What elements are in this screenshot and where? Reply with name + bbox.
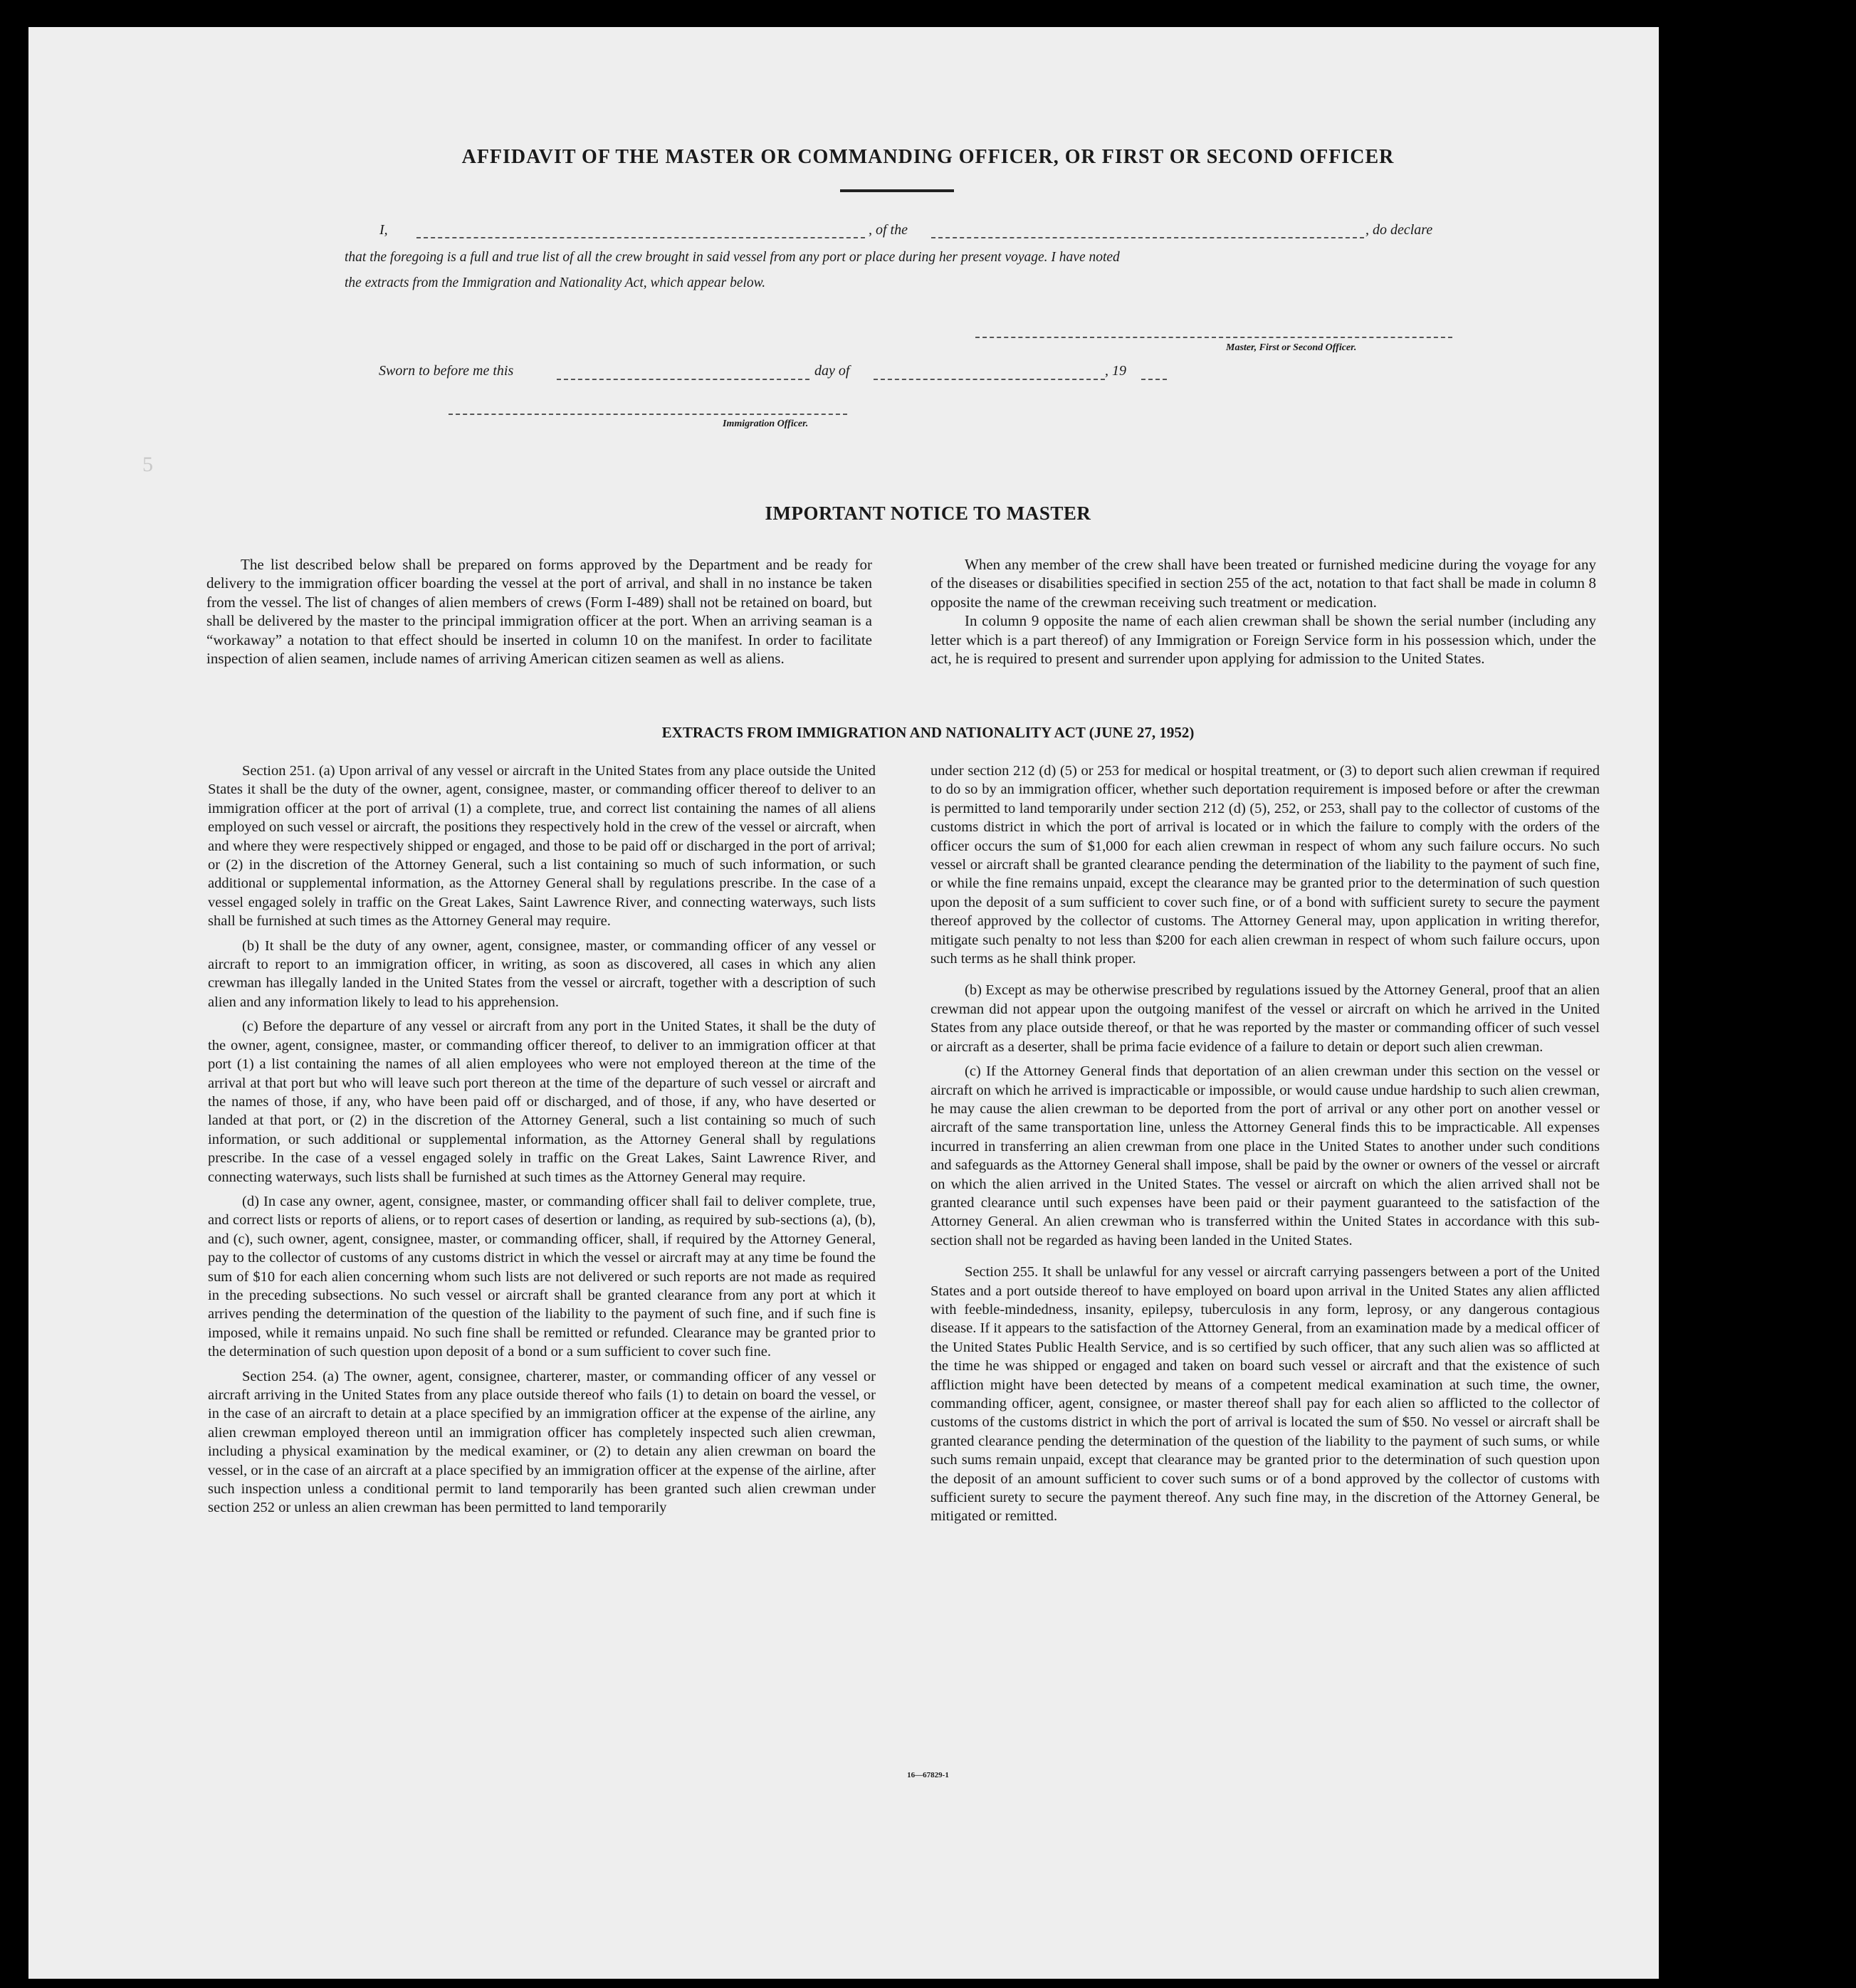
- title-rule: [840, 189, 954, 192]
- affidavit-of-the: , of the: [869, 222, 908, 238]
- affidavit-i: I,: [379, 222, 388, 238]
- section-254a-cont: under section 212 (d) (5) or 253 for medical or hospital treatment, or (3) to deport such alien crewman if required to do so by an immigration officer, whether such deportation requirement is imposed before or after the crewman is permitted to land temporarily under section 212 (d) (5), 252, or 253, shall pay to the collector of customs of the customs district in which the port of arrival is located or in which the failure to comply with the orders of the officer occurs the sum of $1,000 for each alien crewman in respect of whom any such failure occurs. No such vessel or aircraft shall be granted clearance pending the determination of the liability to the payment of such fine, or while the fine remains unpaid, except the clearance may be granted prior to the determination of such question upon the deposit of a sum sufficient to cover such fine, or of a bond with sufficient surety to secure the payment thereof approved by the collector of customs. The Attorney General may, upon application in writing therefor, mitigate such penalty to not less than $200 for each alien crewman in respect of whom such failure occurs, upon such terms as he shall think proper.: [930, 763, 1600, 967]
- punch-hole: [1696, 1815, 1727, 1846]
- punch-hole: [1696, 753, 1727, 784]
- section-254b: (b) Except as may be otherwise prescribed by regulations issued by the Attorney General, proof that an alien crewman did not appear upon the outgoing manifest of the vessel or aircraft on which he arrived in the United States from any place outside thereof, or that he was reported by the master or commanding officer of such vessel or aircraft as a deserter, shall be prima facie evidence of a failure to detain or deport such alien crewman.: [930, 982, 1600, 1055]
- year-text: , 19: [1105, 363, 1126, 379]
- section-251b: (b) It shall be the duty of any owner, agent, consignee, master, or commanding officer of any vessel or aircraft to report to an immigration officer, in writing, as soon as discovered, all cases in which any alien crewman has illegally landed in the United States from the vessel or aircraft, together with a description of such alien and any information likely to lead to his apprehension.: [208, 937, 876, 1010]
- day-of-text: day of: [814, 363, 850, 379]
- punch-hole: [1696, 1720, 1727, 1752]
- section-251a: Section 251. (a) Upon arrival of any vessel or aircraft in the United States from any place outside the United States it shall be the duty of the owner, agent, consignee, master, or commanding officer thereof to deliver to an immigration officer at the port of arrival (1) a complete, true, and correct list containing the names of all aliens employed on such vessel or aircraft, the positions they respectively hold in the crew of the vessel or aircraft, when and where they were respectively shipped or engaged, and those to be paid off or discharged in the port of arrival; or (2) in the discretion of the Attorney General, such a list containing so much of such information, or such additional or supplemental information, as the Attorney General shall by regulations prescribe. In the case of a vessel engaged solely in traffic on the Great Lakes, Saint Lawrence River, and connecting waterways, such lists shall be furnished at such times as the Attorney General may require.: [208, 763, 876, 930]
- sworn-text: Sworn to before me this: [379, 363, 514, 379]
- notice-right-paragraph: In column 9 opposite the name of each alien crewman shall be shown the serial number (including any letter which is a part thereof) of any Immigration or Foreign Service form in his possession which, under the act, he is required to present and surrender upon applying for admission to the United States.: [930, 612, 1596, 668]
- master-signature-label: Master, First or Second Officer.: [1226, 342, 1357, 353]
- section-254a: Section 254. (a) The owner, agent, consignee, charterer, master, or commanding officer of any vessel or aircraft arriving in the United States from any place outside thereof who fails (1) to detain on board the vessel, or in the case of an aircraft to detain at a place specified by an immigration officer at the expense of the airline, any alien crewman employed thereon until an immigration officer has completely inspected such alien crewman, including a physical examination by the medical examiner, or (2) to detain any alien crewman on board the vessel, or in the case of an aircraft at a place specified by an immigration officer at the expense of the airline, after such inspection unless a conditional permit to land temporarily has been granted such alien crewman under section 252 or unless an alien crewman has been permitted to land temporarily: [208, 1368, 876, 1516]
- officer-signature-line[interactable]: [449, 414, 847, 415]
- sworn-year-blank[interactable]: [1141, 379, 1167, 380]
- extracts-title: EXTRACTS FROM IMMIGRATION AND NATIONALITY ACT (JUNE 27, 1952): [661, 724, 1195, 741]
- torn-corner: [1634, 0, 1856, 228]
- notice-title: IMPORTANT NOTICE TO MASTER: [765, 503, 1091, 524]
- punch-hole: [1696, 1425, 1727, 1456]
- section-254c: (c) If the Attorney General finds that deportation of an alien crewman under this section on the vessel or aircraft on which he arrived is impracticable or impossible, or would cause undue hardship to such alien crewman, he may cause the alien crewman to be deported from the port of arrival or any other port on another vessel or aircraft of the same transportation line, unless the Attorney General finds this to be impracticable. All expenses incurred in transferring an alien crewman from one place in the United States to another under such conditions and safeguards as the Attorney General shall impose, shall be paid by the owner or owners of the vessel or aircraft on which the alien arrived in the United States. The vessel or aircraft on which the alien arrived shall not be granted clearance until such expenses have been paid or their payment guaranteed to the satisfaction of the Attorney General. An alien crewman who is transferred within the United States in accordance with this sub-section shall not be regarded as having been landed in the United States.: [930, 1063, 1600, 1248]
- section-251c: (c) Before the departure of any vessel or aircraft from any port in the United States, it shall be the duty of the owner, agent, consignee, master, or commanding officer thereof, to deliver to an immigration officer at that port (1) a list containing the names of all alien employees who were not employed thereon at the time of the arrival at that port but who will leave such port thereon at the time of the departure of such vessel or aircraft and the names of those, if any, who have been paid off or discharged, and of those, if any, who have deserted or landed at that port, or (2) in the discretion of the Attorney General, such a list containing so much of such information, or such additional or supplemental information, as the Attorney General shall by regulations prescribe. In the case of a vessel engaged solely in traffic on the Great Lakes, Saint Lawrence River, and connecting waterways, such lists shall be furnished at such times as the Attorney General may require.: [208, 1019, 876, 1185]
- punch-hole: [1696, 352, 1727, 383]
- name-blank[interactable]: [416, 237, 865, 238]
- vessel-blank[interactable]: [931, 237, 1364, 238]
- notice-left-paragraph: The list described below shall be prepared on forms approved by the Department and be ready for delivery to the immigration officer boarding the vessel at the port of arrival, and shall in no instance be taken from the vessel. The list of changes of alien members of crews (Form I-489) shall not be retained on board, but shall be delivered by the master to the principal immigration officer at the port. When an arriving seaman is a “workaway” a notation to that effect should be inserted in column 10 on the manifest. In order to facilitate inspection of alien seamen, include names of arriving American citizen seamen as well as aliens.: [206, 556, 872, 668]
- extracts-left-column: [208, 762, 876, 1518]
- extracts-right-column: [930, 762, 1600, 1526]
- section-251d: (d) In case any owner, agent, consignee, master, or commanding officer shall fail to deliver complete, true, and correct lists or reports of aliens, or to report cases of desertion or landing, as required by sub-sections (a), (b), and (c), such owner, agent, consignee, master, or commanding officer, shall, if required by the Attorney General, pay to the collector of customs of any customs district in which the vessel or aircraft may at any time be found the sum of $10 for each alien concerning whom such lists are not delivered or such reports are not made as required in the preceding subsections. No such vessel or aircraft shall be granted clearance from any port at which it arrives pending the determination of the question of the liability to the payment of such fine, and if such fine is imposed, while it remains unpaid. No such fine shall be remitted or refunded. Clearance may be granted prior to the determination of such question upon deposit of a bond or a sum sufficient to cover such fine.: [208, 1193, 876, 1360]
- affidavit-statement: that the foregoing is a full and true list of all the crew brought in said vessel from any port or place during her present voyage. I have noted: [345, 250, 1120, 265]
- sworn-month-blank[interactable]: [874, 379, 1105, 380]
- affidavit-declare: , do declare: [1365, 222, 1433, 238]
- master-signature-line[interactable]: [975, 337, 1452, 338]
- punch-hole: [1696, 251, 1727, 282]
- affidavit-statement-cont: the extracts from the Immigration and Nationality Act, which appear below.: [345, 275, 766, 290]
- notice-right-column: [930, 555, 1596, 668]
- sworn-day-blank[interactable]: [557, 379, 809, 380]
- form-number: 16—67829-1: [907, 1771, 949, 1779]
- punch-hole: [1696, 650, 1727, 681]
- officer-signature-label: Immigration Officer.: [723, 419, 809, 429]
- punch-hole: [1696, 1322, 1727, 1353]
- section-255: Section 255. It shall be unlawful for any vessel or aircraft carrying passengers between a port of the United States and a port outside thereof to have employed on board upon arrival in the United States any alien afflicted with feeble-mindedness, insanity, epilepsy, tuberculosis in any form, leprosy, or any dangerous contagious disease. If it appears to the satisfaction of the Attorney General, from an examination made by a medical officer of the United States Public Health Service, and is so certified by such officer, that any such alien was so afflicted at the time he was shipped or engaged and taken on board such vessel or aircraft and that the existence of such affliction might have been detected by means of a competent medical examination at such time, the owner, commanding officer, agent, consignee, or master thereof shall pay for each alien so afflicted to the collector of customs of the customs district in which the port of arrival is located the sum of $50. No vessel or aircraft shall be granted clearance pending the determination of the question of the liability to the payment of such sums, or while such sums remain unpaid, except that clearance may be granted prior to the determination of such question upon the deposit of an amount sufficient to cover such sums or of a bond approved by the collector of customs with sufficient surety to secure the payment thereof. Any such fine may, in the discretion of the Attorney General, be mitigated or remitted.: [930, 1264, 1600, 1525]
- affidavit-title: AFFIDAVIT OF THE MASTER OR COMMANDING OFFICER, OR FIRST OR SECOND OFFICER: [461, 146, 1395, 168]
- notice-left-column: [206, 555, 872, 668]
- notice-right-paragraph: When any member of the crew shall have been treated or furnished medicine during the voyage for any of the diseases or disabilities specified in section 255 of the act, notation to that fact shall be made in column 8 opposite the name of the crewman receiving such treatment or medication.: [930, 556, 1596, 611]
- faint-mark: 5: [142, 453, 153, 476]
